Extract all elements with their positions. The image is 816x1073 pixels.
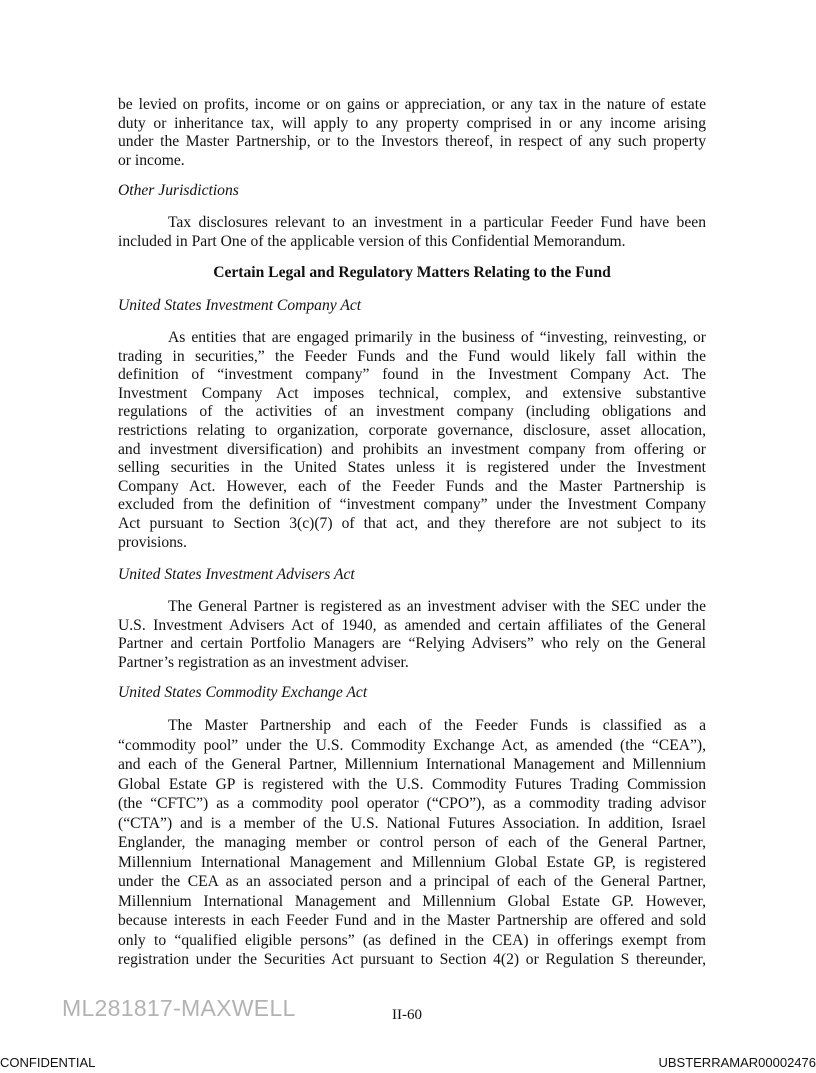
paragraph-line: Company Act. However, each of the Feeder Funds and the Master Partnership is xyxy=(118,477,706,495)
paragraph-line: included in Part One of the applicable version of this Confidential Memorandum. xyxy=(118,232,626,250)
paragraph-line: duty or inheritance tax, will apply to any property comprised in or any income arising xyxy=(118,114,706,132)
paragraph-line: The General Partner is registered as an investment adviser with the SEC under the xyxy=(168,598,706,615)
confidential-label: CONFIDENTIAL xyxy=(0,1055,96,1070)
paragraph-line: Millennium International Management and Millennium Global Estate GP. However, xyxy=(118,892,706,910)
paragraph-line: under the CEA as an associated person and a principal of each of the General Partner, xyxy=(118,873,706,890)
paragraph-line: only to “qualified eligible persons” (as defined in the CEA) in offerings exempt from xyxy=(118,931,706,949)
paragraph-line: registration under the Securities Act pursuant to Section 4(2) or Regulation S thereunder, xyxy=(118,951,706,968)
paragraph-line: The Master Partnership and each of the Feeder Funds is classified as a xyxy=(168,717,706,734)
paragraph-line: “commodity pool” under the U.S. Commodity Exchange Act, as amended (the “CEA”), xyxy=(118,736,706,754)
paragraph-line: Englander, the managing member or control person of each of the General Partner, xyxy=(118,834,706,851)
paragraph-line: regulations of the activities of an investment company (including obligations and xyxy=(118,403,706,421)
paragraph-line: be levied on profits, income or on gains or appreciation, or any tax in the nature of estate xyxy=(118,96,706,113)
paragraph-line: Partner’s registration as an investment adviser. xyxy=(118,653,409,671)
paragraph xyxy=(118,329,706,552)
paragraph-line: Act pursuant to Section 3(c)(7) of that act, and they therefore are not subject to its xyxy=(118,514,706,532)
bates-number: UBSTERRAMAR00002476 xyxy=(658,1055,816,1070)
page-number: II-60 xyxy=(392,1007,422,1023)
paragraph xyxy=(118,598,706,672)
paragraph-line: selling securities in the United States unless it is registered under the Investment xyxy=(118,459,706,477)
paragraph-line: or income. xyxy=(118,151,185,169)
subsection-heading: United States Investment Company Act xyxy=(118,297,362,314)
paragraph xyxy=(118,214,706,251)
paragraph-line: restrictions relating to organization, corporate governance, disclosure, asset allocation, xyxy=(118,421,706,439)
watermark-stamp: ML281817-MAXWELL xyxy=(62,995,296,1021)
paragraph-line: because interests in each Feeder Fund and in the Master Partnership are offered and sold xyxy=(118,912,706,929)
paragraph xyxy=(118,96,706,170)
paragraph-line: (the “CFTC”) as a commodity pool operator (“CPO”), as a commodity trading advisor xyxy=(118,795,706,812)
paragraph-line: Global Estate GP is registered with the U.S. Commodity Futures Trading Commission xyxy=(118,775,706,793)
paragraph-line: trading in securities,” the Feeder Funds and the Fund would likely fall within the xyxy=(118,347,706,365)
paragraph xyxy=(118,716,706,970)
paragraph-line: U.S. Investment Advisers Act of 1940, as amended and certain affiliates of the General xyxy=(118,616,706,634)
paragraph-line: under the Master Partnership, or to the Investors thereof, in respect of any such property xyxy=(118,133,706,151)
subsection-heading: Other Jurisdictions xyxy=(118,182,239,199)
paragraph-line: (“CTA”) and is a member of the U.S. National Futures Association. In addition, Israel xyxy=(118,814,706,832)
paragraph-line: Millennium International Management and Millennium Global Estate GP, is registered xyxy=(118,853,706,871)
paragraph-line: Tax disclosures relevant to an investment in a particular Feeder Fund have been xyxy=(168,214,706,231)
subsection-heading: United States Commodity Exchange Act xyxy=(118,684,368,701)
paragraph-line: As entities that are engaged primarily in the business of “investing, reinvesting, or xyxy=(168,329,706,346)
paragraph-line: provisions. xyxy=(118,533,187,551)
subsection-heading: United States Investment Advisers Act xyxy=(118,566,355,583)
paragraph-line: and investment diversification) and prohibits an investment company from offering or xyxy=(118,440,706,458)
paragraph-line: definition of “investment company” found in the Investment Company Act. The xyxy=(118,366,706,384)
paragraph-line: Investment Company Act imposes technical, complex, and extensive substantive xyxy=(118,384,706,402)
paragraph-line: Partner and certain Portfolio Managers are “Relying Advisers” who rely on the General xyxy=(118,635,706,653)
paragraph-line: and each of the General Partner, Millennium International Management and Millennium xyxy=(118,756,706,773)
paragraph-line: excluded from the definition of “investment company” under the Investment Company xyxy=(118,496,706,514)
section-heading: Certain Legal and Regulatory Matters Relating to the Fund xyxy=(213,264,611,281)
